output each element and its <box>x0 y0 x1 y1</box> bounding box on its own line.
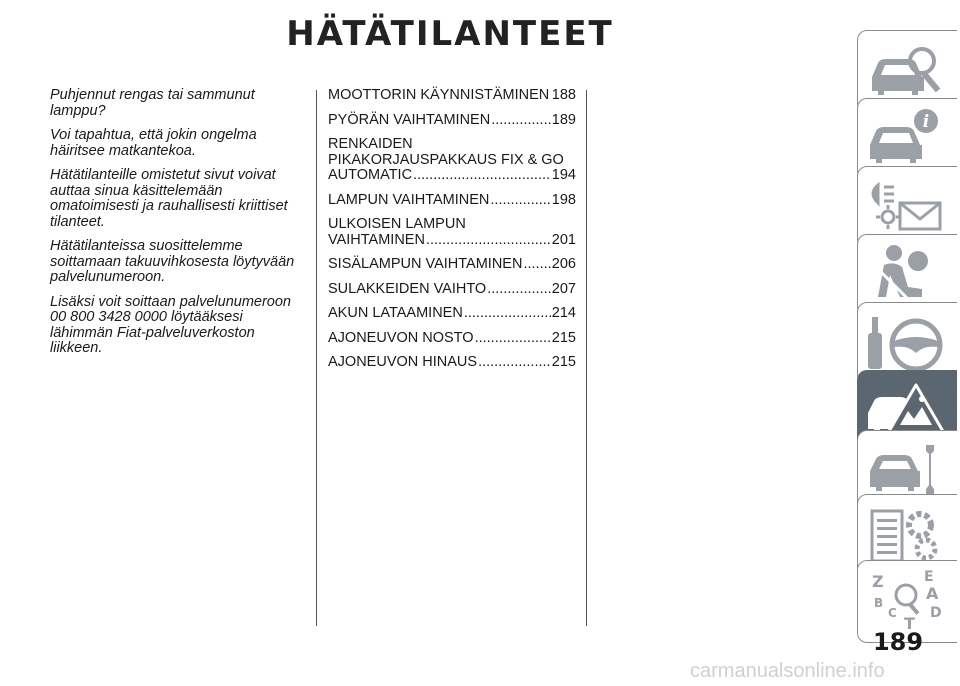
toc-entry-line <box>328 233 576 249</box>
toc-dot-leader <box>426 233 551 249</box>
toc-entry-page: 215 <box>551 329 576 346</box>
toc-entry-page: 207 <box>551 280 576 297</box>
toc-entry-label: SULAKKEIDEN VAIHTO <box>328 280 487 297</box>
index-letter: D <box>930 605 942 621</box>
airbag-seat-icon <box>864 241 950 311</box>
toc-entry[interactable] <box>328 113 576 129</box>
toc-dot-leader <box>550 88 551 104</box>
toc-entry-label: AUTOMATIC <box>328 167 413 183</box>
intro-paragraph: Lisäksi voit soittaan palvelunumeroon 00 800 3428 0000 löytääksesi lähimmän Fiat-palveluverkoston liikkeen. <box>50 293 291 356</box>
table-of-contents <box>328 88 576 380</box>
toc-entry-label: AKUN LATAAMINEN <box>328 305 463 321</box>
toc-entry-label-start: ULKOISEN LAMPUN <box>328 216 466 232</box>
warning-lights-icon <box>864 173 950 243</box>
intro-paragraph: Voi tapahtua, että jokin ongelma häiritsee matkantekoa. <box>50 127 257 159</box>
toc-entry-label: AJONEUVON HINAUS <box>328 354 478 370</box>
toc-entry[interactable] <box>328 88 576 104</box>
toc-dot-leader <box>491 113 551 129</box>
alphabetical-index-icon <box>864 567 950 637</box>
toc-dot-leader <box>490 193 550 209</box>
toc-entry-line <box>328 113 576 129</box>
watermark: carmanualsonline.info <box>690 660 885 682</box>
toc-dot-leader <box>413 168 551 184</box>
index-letter: C <box>888 606 897 620</box>
toc-entry[interactable] <box>328 282 576 298</box>
column-divider <box>586 90 587 626</box>
index-letter: B <box>874 596 884 610</box>
toc-entry-page: 206 <box>551 256 576 272</box>
intro-paragraph: Puhjennut rengas tai sammunut lamppu? <box>50 87 255 119</box>
toc-entry[interactable] <box>328 331 576 347</box>
index-letter: E <box>924 569 934 585</box>
toc-entry-page: 188 <box>551 87 576 103</box>
toc-entry[interactable] <box>328 193 576 209</box>
toc-dot-leader <box>487 282 551 298</box>
toc-entry-label: MOOTTORIN KÄYNNISTÄMINEN <box>328 87 550 103</box>
intro-text <box>50 88 308 366</box>
page-number: 189 <box>872 628 924 656</box>
index-letter: Z <box>872 572 884 591</box>
toc-entry-label-start: RENKAIDEN PIKAKORJAUSPAKKAUS FIX & GO <box>328 136 564 168</box>
toc-entry-page: 201 <box>551 231 576 248</box>
toc-entry[interactable] <box>328 306 576 322</box>
toc-entry-line <box>328 193 576 209</box>
toc-entry-page: 194 <box>551 167 576 183</box>
toc-entry-page: 214 <box>551 305 576 321</box>
intro-paragraph: Hätätilanteissa suosittelemme soittamaan takuuvihkosesta löytyvään palvelunumeroon. <box>50 238 295 285</box>
index-letter: A <box>926 584 939 603</box>
toc-entry-line <box>328 355 576 371</box>
toc-entry-line <box>328 331 576 347</box>
toc-dot-leader <box>478 355 551 371</box>
svg-text:i: i <box>922 112 930 132</box>
toc-entry-label: AJONEUVON NOSTO <box>328 329 474 346</box>
car-info-icon <box>864 105 950 175</box>
toc-entry-line <box>328 282 576 298</box>
index-letter: T <box>904 614 915 633</box>
car-magnifier-icon <box>864 37 950 107</box>
toc-entry-line <box>328 306 576 322</box>
steering-key-icon <box>864 309 950 379</box>
toc-entry-page: 215 <box>551 354 576 370</box>
toc-entry-line <box>328 88 576 104</box>
toc-entry-page: 198 <box>551 191 576 208</box>
toc-entry[interactable] <box>328 257 576 273</box>
chapter-tabs <box>857 0 960 686</box>
toc-dot-leader <box>523 257 550 273</box>
toc-entry-label: PYÖRÄN VAIHTAMINEN <box>328 111 491 128</box>
page-title: HÄTÄTILANTEET <box>286 14 614 54</box>
column-divider <box>316 90 317 626</box>
toc-entry-line <box>328 257 576 273</box>
toc-dot-leader <box>464 306 551 322</box>
toc-entry[interactable] <box>328 217 576 248</box>
toc-entry[interactable] <box>328 355 576 371</box>
toc-entry-label: VAIHTAMINEN <box>328 231 425 248</box>
toc-entry[interactable] <box>328 137 576 184</box>
intro-paragraph: Hätätilanteille omistetut sivut voivat auttaa sinua käsittelemään omatoimisesti ja rauhallisesti kriittiset tilanteet. <box>50 167 288 230</box>
toc-entry-page: 189 <box>551 111 576 128</box>
toc-entry-label: LAMPUN VAIHTAMINEN <box>328 191 490 208</box>
toc-entry-line <box>328 168 576 184</box>
toc-dot-leader <box>475 331 551 347</box>
toc-entry-label: SISÄLAMPUN VAIHTAMINEN <box>328 256 523 272</box>
